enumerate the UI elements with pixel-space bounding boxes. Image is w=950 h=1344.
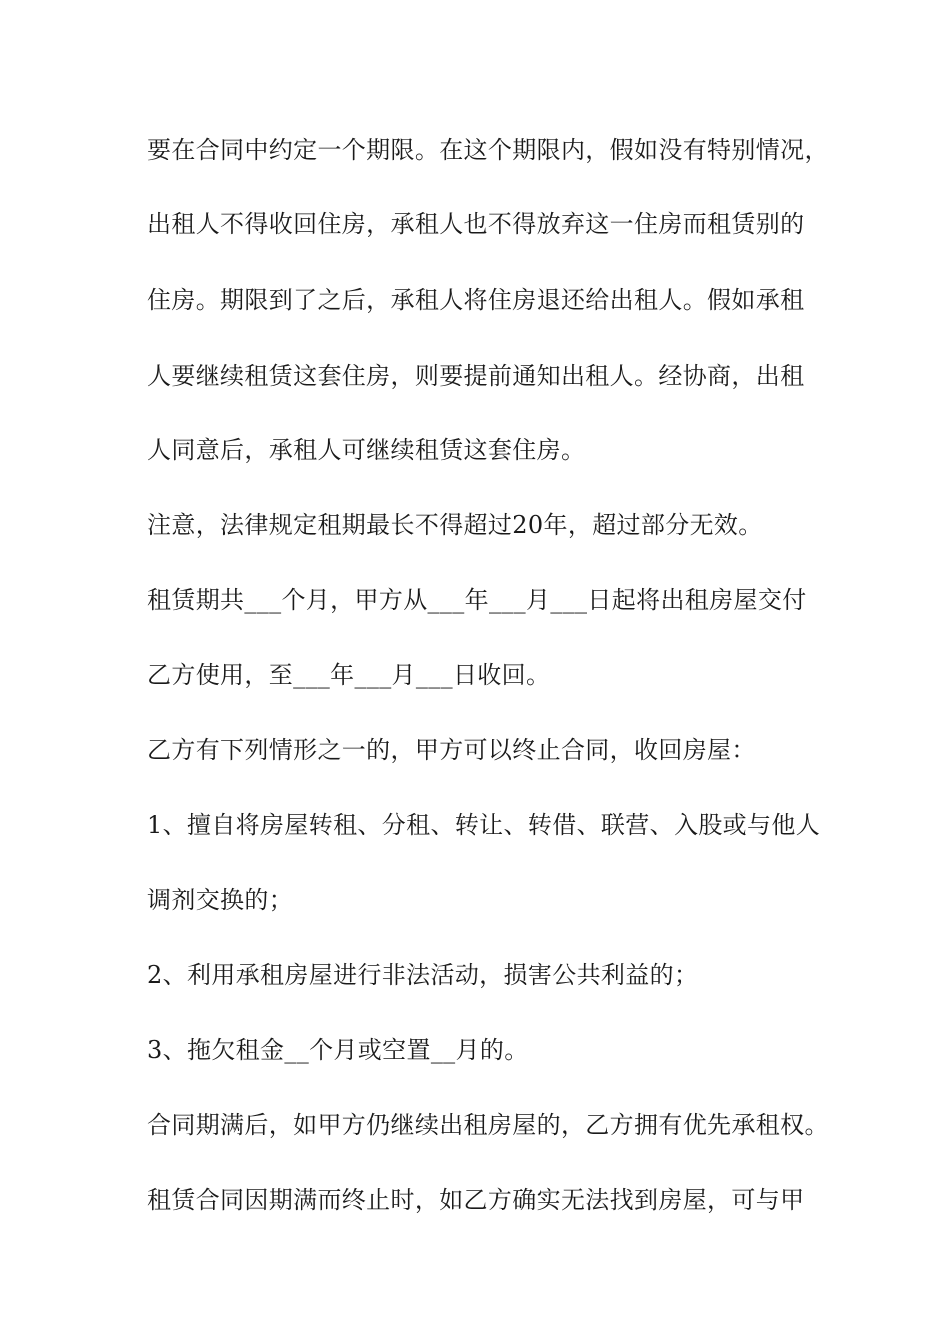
text-line: 乙方有下列情形之一的，甲方可以终止合同，收回房屋： — [147, 736, 756, 764]
text-line: 合同期满后，如甲方仍继续出租房屋的，乙方拥有优先承租权。 — [147, 1111, 829, 1139]
text-line: 调剂交换的； — [147, 886, 294, 914]
text-line: 租赁合同因期满而终止时，如乙方确实无法找到房屋，可与甲 — [147, 1186, 805, 1214]
text-line: 注意，法律规定租期最长不得超过20年，超过部分无效。 — [147, 511, 763, 539]
text-line: 住房。期限到了之后，承租人将住房退还给出租人。假如承租 — [147, 286, 805, 314]
text-line: 人要继续租赁这套住房，则要提前通知出租人。经协商，出租 — [147, 362, 805, 390]
text-line: 1、擅自将房屋转租、分租、转让、转借、联营、入股或与他人 — [147, 811, 821, 839]
text-line: 3、拖欠租金__个月或空置__月的。 — [147, 1036, 529, 1064]
text-line: 出租人不得收回住房，承租人也不得放弃这一住房而租赁别的 — [147, 210, 805, 238]
text-line: 人同意后，承租人可继续租赁这套住房。 — [147, 436, 586, 464]
text-line: 乙方使用，至___年___月___日收回。 — [147, 661, 551, 689]
text-line: 要在合同中约定一个期限。在这个期限内，假如没有特别情况， — [147, 136, 829, 164]
text-line: 2、利用承租房屋进行非法活动，损害公共利益的； — [147, 961, 699, 989]
text-line: 租赁期共___个月，甲方从___年___月___日起将出租房屋交付 — [147, 586, 807, 614]
